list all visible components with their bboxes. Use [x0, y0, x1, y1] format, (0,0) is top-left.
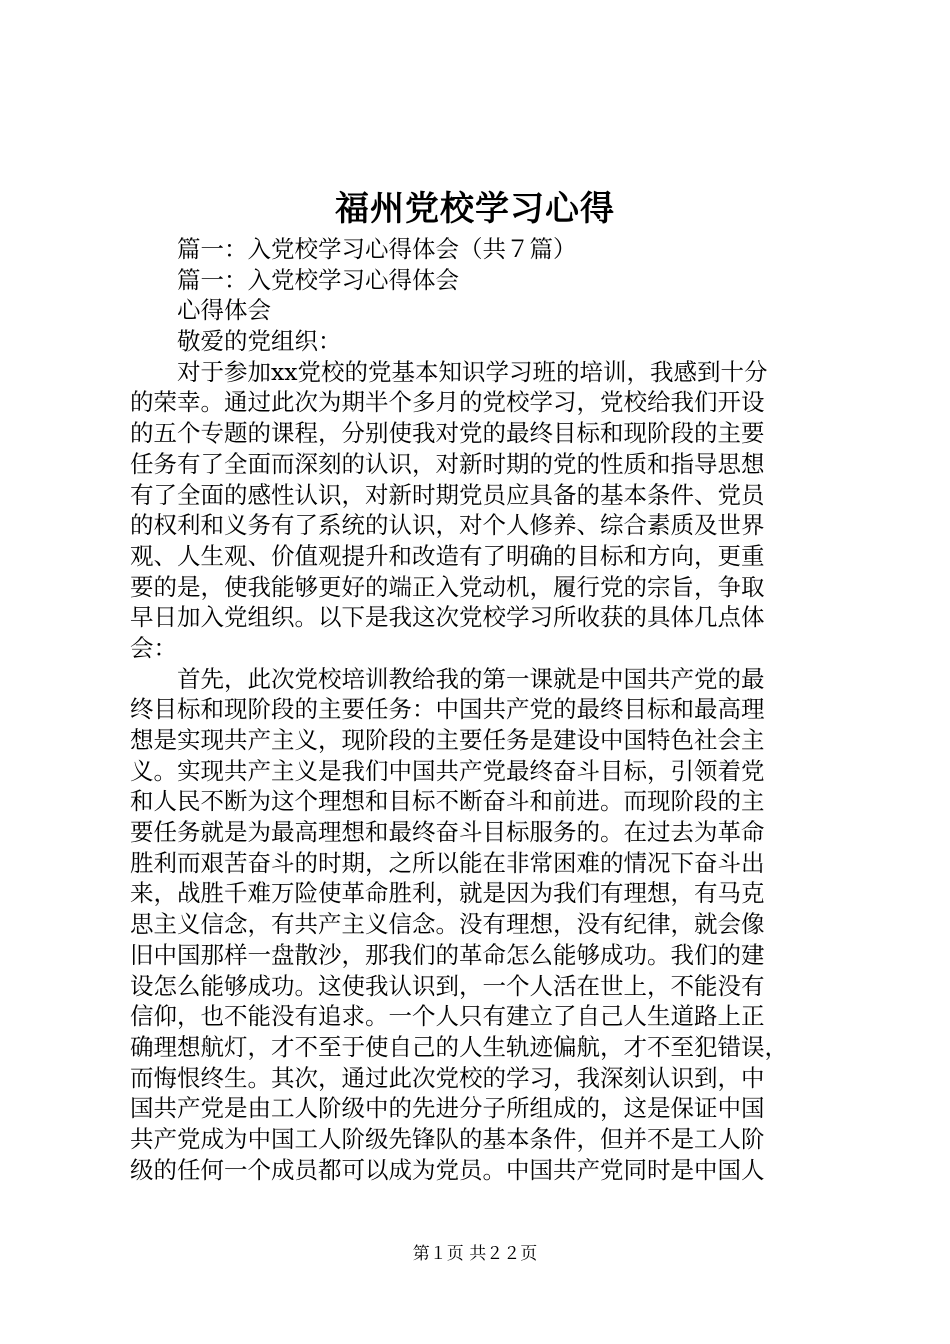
body-line: 敬爱的党组织： — [177, 327, 342, 356]
body-line: 首先，此次党校培训教给我的第一课就是中国共产党的最 — [177, 664, 765, 693]
body-line: 观、人生观、价值观提升和改造有了明确的目标和方向，更重 — [130, 541, 765, 570]
body-line: 义。实现共产主义是我们中国共产党最终奋斗目标，引领着党 — [130, 756, 765, 785]
body-line: 来，战胜千难万险使革命胜利，就是因为我们有理想，有马克 — [130, 879, 765, 908]
body-line: 和人民不断为这个理想和目标不断奋斗和前进。而现阶段的主 — [130, 787, 765, 816]
body-line: 的荣幸。通过此次为期半个多月的党校学习，党校给我们开设 — [130, 388, 765, 417]
body-line: 任务有了全面而深刻的认识，对新时期的党的性质和指导思想 — [130, 449, 765, 478]
body-line: 信仰，也不能没有追求。一个人只有建立了自己人生道路上正 — [130, 1002, 765, 1031]
body-line: 旧中国那样一盘散沙，那我们的革命怎么能够成功。我们的建 — [130, 940, 765, 969]
document-title: 福州党校学习心得 — [335, 189, 615, 229]
body-line: 设怎么能够成功。这使我认识到，一个人活在世上，不能没有 — [130, 971, 765, 1000]
body-line: 确理想航灯，才不至于使自己的人生轨迹偏航，才不至犯错误， — [130, 1032, 788, 1061]
body-line: 心得体会 — [177, 296, 271, 325]
body-line: 会： — [130, 633, 177, 662]
body-line: 要的是，使我能够更好的端正入党动机，履行党的宗旨，争取 — [130, 572, 765, 601]
body-line: 的五个专题的课程，分别使我对党的最终目标和现阶段的主要 — [130, 419, 765, 448]
body-line: 对于参加xx党校的党基本知识学习班的培训，我感到十分 — [177, 357, 768, 386]
body-line: 有了全面的感性认识，对新时期党员应具备的基本条件、党员 — [130, 480, 765, 509]
body-line: 要任务就是为最高理想和最终奋斗目标服务的。在过去为革命 — [130, 818, 765, 847]
body-line: 思主义信念，有共产主义信念。没有理想，没有纪律，就会像 — [130, 910, 765, 939]
body-line: 篇一：入党校学习心得体会 — [177, 265, 459, 294]
body-line: 胜利而艰苦奋斗的时期，之所以能在非常困难的情况下奋斗出 — [130, 848, 765, 877]
body-line: 终目标和现阶段的主要任务：中国共产党的最终目标和最高理 — [130, 695, 765, 724]
body-line: 想是实现共产主义，现阶段的主要任务是建设中国特色社会主 — [130, 726, 765, 754]
page-footer: 第１页 共２２页 — [412, 1244, 538, 1264]
body-line: 共产党成为中国工人阶级先锋队的基本条件，但并不是工人阶 — [130, 1124, 765, 1153]
body-line: 级的任何一个成员都可以成为党员。中国共产党同时是中国人 — [130, 1155, 765, 1184]
body-line: 的权利和义务有了系统的认识，对个人修养、综合素质及世界 — [130, 511, 765, 540]
body-line: 国共产党是由工人阶级中的先进分子所组成的，这是保证中国 — [130, 1094, 765, 1123]
body-line: 篇一：入党校学习心得体会（共７篇） — [177, 235, 577, 263]
body-line: 早日加入党组织。以下是我这次党校学习所收获的具体几点体 — [130, 603, 765, 632]
document-body — [130, 234, 832, 1185]
body-line: 而悔恨终生。其次，通过此次党校的学习，我深刻认识到，中 — [130, 1063, 765, 1092]
